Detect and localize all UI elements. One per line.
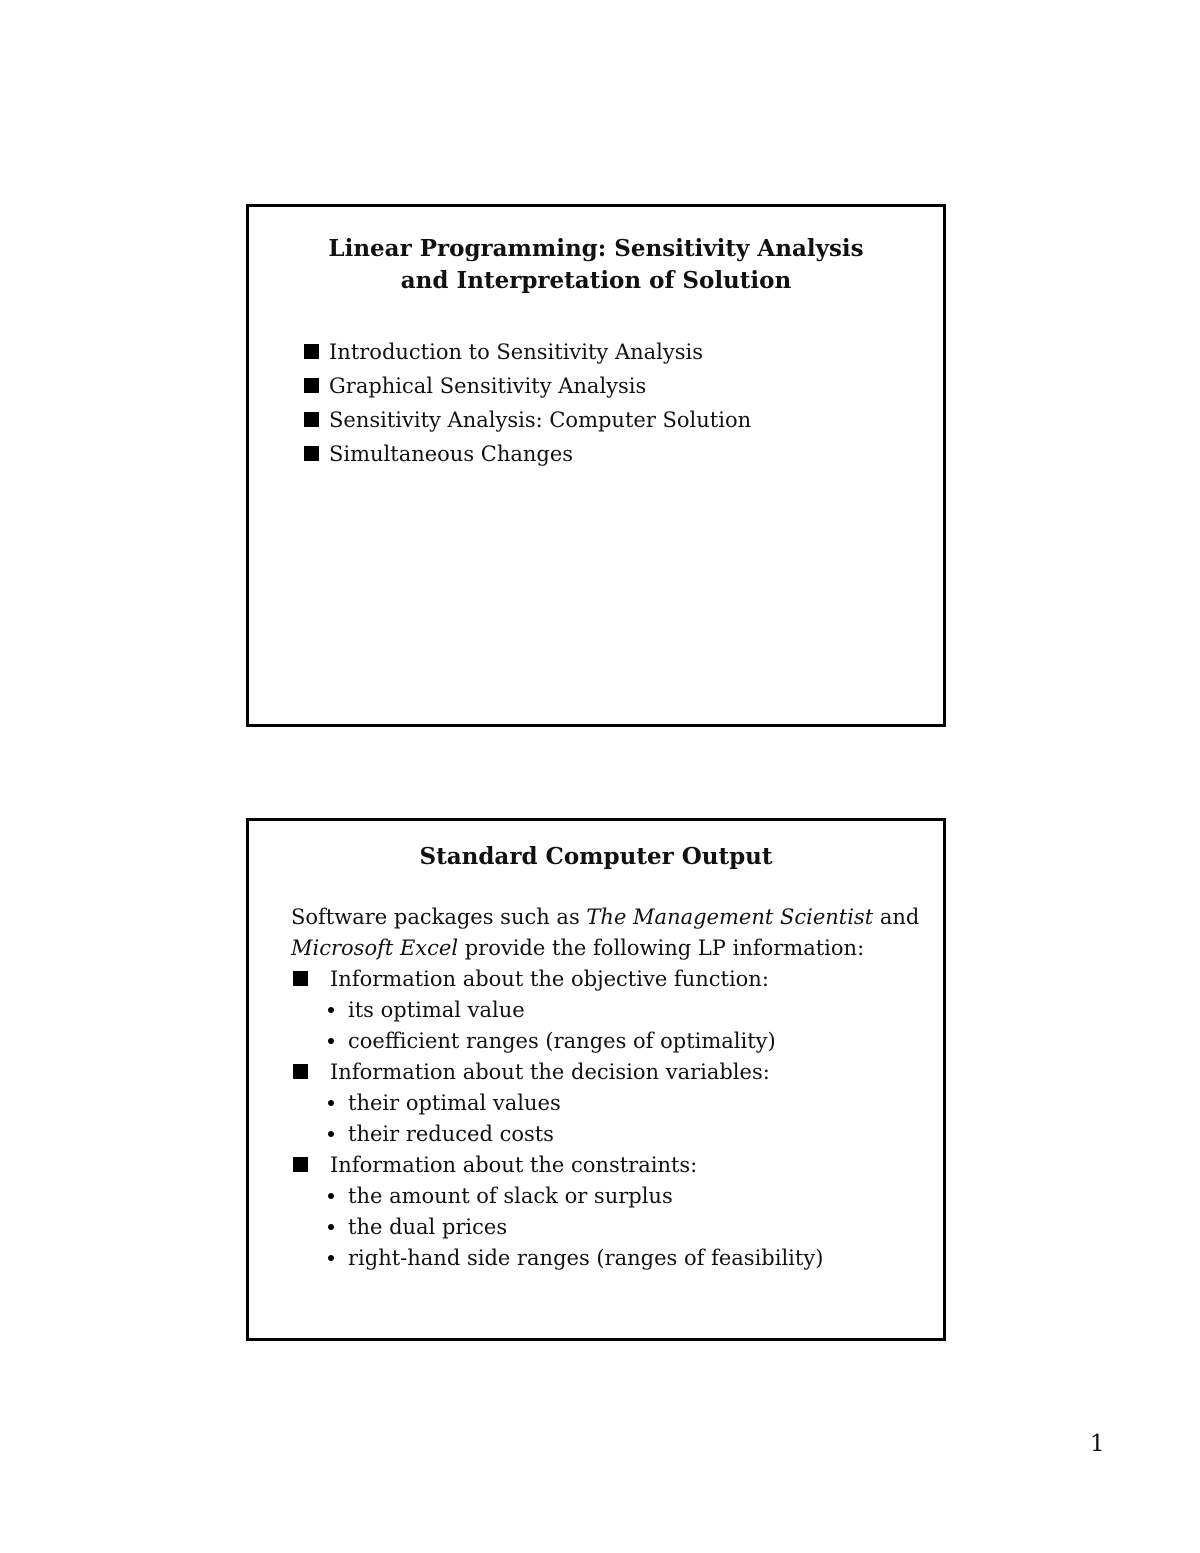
slide-2 [246,818,946,1341]
dot-bullet-icon [328,1224,334,1230]
list-item [304,403,751,437]
square-bullet-icon [304,412,319,427]
sub-item-text: its optimal value [348,998,525,1022]
section-heading [291,1150,919,1181]
slide-2-title: Standard Computer Output [419,843,773,870]
intro-suffix: provide the following LP information: [458,936,865,960]
sub-item-text: right-hand side ranges (ranges of feasibility) [348,1246,824,1270]
dot-bullet-icon [328,1100,334,1106]
sub-item-text: their reduced costs [348,1122,554,1146]
software-name-1: The Management Scientist [586,905,874,929]
section-heading-text: Information about the objective function: [330,967,769,991]
sub-item [291,1088,919,1119]
slide-1-title-line-1: Linear Programming: Sensitivity Analysis [328,235,864,262]
slide-1 [246,204,946,727]
bullet-text: Sensitivity Analysis: Computer Solution [329,408,752,432]
dot-bullet-icon [328,1255,334,1261]
square-bullet-icon [293,1064,308,1079]
sub-item [291,1212,919,1243]
section-heading-text: Information about the decision variables: [330,1060,770,1084]
intro-conjunction: and [873,905,920,929]
sub-item [291,1243,919,1274]
dot-bullet-icon [328,1007,334,1013]
square-bullet-icon [293,1157,308,1172]
bullet-text: Introduction to Sensitivity Analysis [329,340,704,364]
section-heading-text: Information about the constraints: [330,1153,698,1177]
sub-item [291,1026,919,1057]
sub-item-text: coefficient ranges (ranges of optimality) [348,1029,776,1053]
dot-bullet-icon [328,1193,334,1199]
section-heading [291,1057,919,1088]
slide-1-title-line-2: and Interpretation of Solution [400,267,792,294]
list-item [304,335,751,369]
square-bullet-icon [304,344,319,359]
slide-1-bullet-list [304,335,751,471]
dot-bullet-icon [328,1038,334,1044]
section-heading [291,964,919,995]
list-item [304,437,751,471]
square-bullet-icon [293,971,308,986]
bullet-text: Graphical Sensitivity Analysis [329,374,647,398]
intro-line-2 [291,933,919,964]
page-number: 1 [1090,1431,1105,1457]
square-bullet-icon [304,378,319,393]
sub-item [291,1119,919,1150]
sub-item [291,1181,919,1212]
dot-bullet-icon [328,1131,334,1137]
software-name-2: Microsoft Excel [291,936,459,960]
square-bullet-icon [304,446,319,461]
bullet-text: Simultaneous Changes [329,442,574,466]
list-item [304,369,751,403]
slide-1-title [249,233,943,297]
intro-prefix: Software packages such as [291,905,587,929]
sub-item-text: the dual prices [348,1215,508,1239]
intro-line-1 [291,902,919,933]
sub-item-text: their optimal values [348,1091,561,1115]
sub-item-text: the amount of slack or surplus [348,1184,673,1208]
slide-2-body [291,902,919,1274]
sub-item [291,995,919,1026]
